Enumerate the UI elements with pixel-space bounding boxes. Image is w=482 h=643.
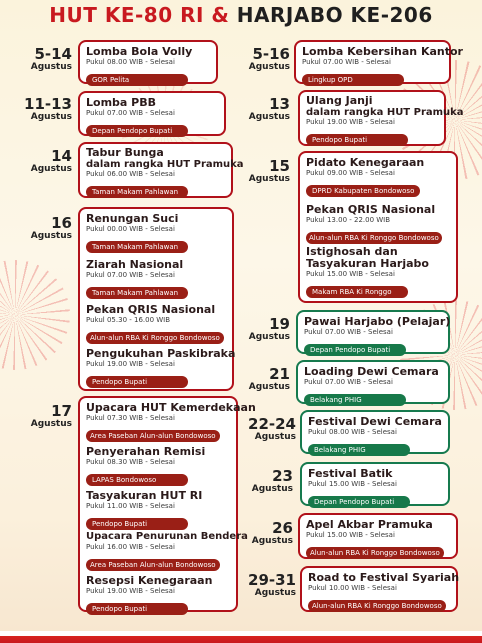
event-location: Pendopo Bupati [86,376,188,388]
event-location: Alun-alun RBA Ki Ronggo Bondowoso [306,232,442,244]
event-time: Pukul 07.30 WIB - Selesai [86,414,175,422]
event-location: LAPAS Bondowoso [86,474,188,486]
date-number: 17 [51,402,72,420]
event-item [86,446,232,486]
flag-stripe-decoration [0,631,482,643]
event-card [78,207,234,391]
event-item [306,157,452,197]
title-part2: HARJABO KE-206 [236,3,433,27]
event-card [296,360,450,404]
event-name: Lomba Bola Volly [86,45,193,58]
event-item [302,45,463,86]
event-time: Pukul 15.00 WIB - Selesai [306,270,395,278]
date-number: 21 [269,365,290,383]
date-month: Agustus [30,112,72,122]
date-number: 29-31 [248,571,296,589]
event-location: Taman Makam Pahlawan [86,241,188,253]
event-name: Lomba PBB [86,96,156,109]
event-time: Pukul 15.00 WIB - Selesai [306,531,395,539]
date-label [240,46,290,73]
date-label [22,148,72,175]
event-time: Pukul 19.00 WIB - Selesai [306,118,395,126]
event-location: Alun-alun RBA Ki Ronggo Bondowoso [86,332,224,344]
event-location: Alun-alun RBA Ki Ronggo Bondowoso [306,547,444,559]
date-month: Agustus [30,231,72,241]
date-month: Agustus [248,382,290,392]
event-time: Pukul 16.00 WIB - Selesai [86,543,175,551]
date-label [240,416,296,443]
date-label [240,316,290,343]
event-time: Pukul 06.00 WIB - Selesai [86,170,175,178]
event-time: Pukul 07.00 WIB - Selesai [304,378,393,386]
date-month: Agustus [248,174,290,184]
event-item [306,246,452,298]
date-label [22,46,72,73]
event-time: Pukul 05.30 - 16.00 WIB [86,316,171,324]
event-item [86,304,228,344]
event-location: Area Paseban Alun-alun Bondowoso [86,430,220,442]
event-card [78,396,256,613]
event-name: Penyerahan Remisi [86,445,206,458]
event-item [308,571,460,612]
date-number: 22-24 [248,415,296,433]
event-card [78,40,218,84]
event-time: Pukul 10.00 WIB - Selesai [308,584,397,592]
event-name: Loading Dewi Cemara [304,365,439,378]
event-item [308,416,444,456]
date-label [240,468,293,495]
event-time: Pukul 09.00 WIB - Selesai [306,169,395,177]
date-month: Agustus [248,62,290,72]
event-name: Festival Dewi Cemara [308,415,442,428]
event-item [86,401,256,442]
date-number: 15 [269,157,290,175]
date-month: Agustus [30,164,72,174]
event-name: Ulang Janji [306,94,373,107]
event-location: Depan Pendopo Bupati [308,496,410,508]
event-name: Festival Batik [308,467,393,480]
date-month: Agustus [248,332,290,342]
event-name: Pengukuhan Paskibraka [86,347,236,360]
event-card [298,90,464,146]
event-time: Pukul 07.00 WIB - Selesai [302,58,391,66]
date-label [240,572,296,599]
event-item [306,519,452,559]
date-number: 13 [269,95,290,113]
date-label [240,366,290,393]
event-time: Pukul 07.00 WIB - Selesai [304,328,393,336]
event-location: Pendopo Bupati [306,134,408,146]
event-name: Pekan QRIS Nasional [306,203,436,216]
event-name: Pawai Harjabo (Pelajar) [304,315,451,328]
event-card [78,142,244,198]
date-month: Agustus [254,588,296,598]
event-location: Pendopo Bupati [86,603,188,615]
event-name: Istighosah dan [306,245,398,258]
event-location: Alun-alun RBA Ki Ronggo Bondowoso [308,600,446,612]
firework-decoration [0,260,70,370]
date-number: 16 [51,214,72,232]
event-location: Lingkup OPD [302,74,404,86]
event-time: Pukul 13.00 - 22.00 WIB [306,216,391,224]
event-card [300,410,450,454]
title-ampersand: & [203,3,237,27]
event-location: Area Paseban Alun-alun Bondowoso [86,559,220,571]
event-card [298,151,458,303]
event-item [86,259,228,299]
event-card [300,462,450,506]
date-month: Agustus [254,432,296,442]
date-label [22,215,72,242]
event-name: Apel Akbar Pramuka [306,518,433,531]
event-name: Pekan QRIS Nasional [86,303,216,316]
event-card [300,566,458,612]
date-number: 11-13 [24,95,72,113]
poster-title [0,0,482,30]
event-time: Pukul 19.00 WIB - Selesai [86,360,175,368]
event-item [306,204,452,244]
date-month: Agustus [30,62,72,72]
event-name: Lomba Kebersihan Kantor [302,45,463,58]
event-subtitle: dalam rangka HUT Pramuka [86,159,244,170]
event-name: Upacara Penurunan Bendera [86,531,248,542]
date-label [240,520,293,547]
date-number: 26 [272,519,293,537]
title-part1: HUT KE-80 RI [49,3,204,27]
event-card [294,40,463,84]
event-item [86,213,228,253]
event-name: Ziarah Nasional [86,258,184,271]
event-name: Tasyakuran HUT RI [86,489,203,502]
date-label [22,403,72,430]
date-label [240,158,290,185]
event-item [86,575,232,615]
event-time: Pukul 08.00 WIB - Selesai [86,58,175,66]
event-name: Renungan Suci [86,212,179,225]
event-subtitle: Tasyakuran Harjabo [306,257,429,270]
date-label [240,96,290,123]
event-time: Pukul 19.00 WIB - Selesai [86,587,175,595]
event-item [308,468,444,508]
date-number: 5-14 [34,45,72,63]
event-card [78,91,226,136]
event-item [86,97,220,137]
event-item [86,347,236,388]
event-time: Pukul 15.00 WIB - Selesai [308,480,397,488]
event-name: Pidato Kenegaraan [306,156,425,169]
date-month: Agustus [248,112,290,122]
date-number: 19 [269,315,290,333]
event-location: Depan Pendopo Bupati [86,125,188,137]
event-item [86,490,232,530]
event-location: Makam RBA Ki Ronggo [306,286,408,298]
event-time: Pukul 07.00 WIB - Selesai [86,109,175,117]
event-time: Pukul 11.00 WIB - Selesai [86,502,175,510]
event-item [304,366,444,406]
date-month: Agustus [30,419,72,429]
event-item [304,315,451,356]
event-subtitle: dalam rangka HUT Pramuka [306,107,464,118]
event-location: DPRD Kabupaten Bondowoso [306,185,420,197]
event-item [86,146,244,198]
event-location: Belakang PHIG [308,444,410,456]
event-name: Resepsi Kenegaraan [86,574,213,587]
date-label [22,96,72,123]
event-item [306,94,464,146]
event-location: Taman Makam Pahlawan [86,186,188,198]
event-location: GOR Pelita [86,74,188,86]
event-time: Pukul 00.00 WIB - Selesai [86,225,175,233]
event-location: Depan Pendopo Bupati [304,344,406,356]
event-item [86,531,248,571]
event-name: Road to Festival Syariah [308,571,460,584]
event-time: Pukul 08.00 WIB - Selesai [308,428,397,436]
event-card [296,310,450,354]
event-card [298,513,458,559]
date-month: Agustus [251,536,293,546]
date-month: Agustus [251,484,293,494]
event-time: Pukul 08.30 WIB - Selesai [86,458,175,466]
event-time: Pukul 07.00 WIB - Selesai [86,271,175,279]
event-location: Taman Makam Pahlawan [86,287,188,299]
date-number: 23 [272,467,293,485]
event-location: Belakang PHIG [304,394,406,406]
event-name: Upacara HUT Kemerdekaan [86,401,256,414]
event-name: Tabur Bunga [86,146,164,159]
event-location: Pendopo Bupati [86,518,188,530]
event-item [86,46,212,86]
date-number: 5-16 [252,45,290,63]
date-number: 14 [51,147,72,165]
